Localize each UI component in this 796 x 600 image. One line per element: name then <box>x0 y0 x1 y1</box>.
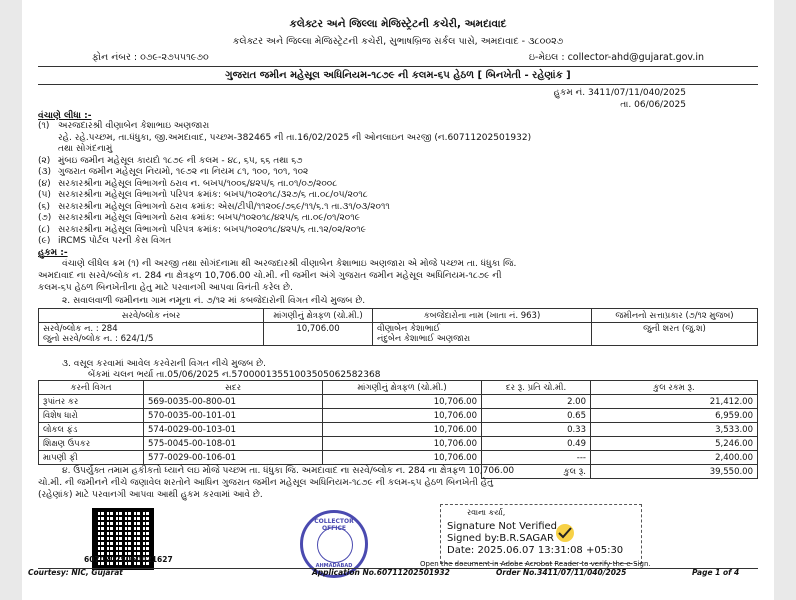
tax-cell: 3,533.00 <box>591 423 758 437</box>
read-item-text: સરકારશ્રીના મહેસૂલ વિભાગનો ઠરાવ ન. બખપ/૧૦૦૬/૪૨૫/૬ તા.૦૧/૦૭/૨૦૦૮ <box>58 178 338 189</box>
tax-cell: 21,412.00 <box>591 395 758 409</box>
para4-line1: ૪. ઉપર્યુક્ત તમામ હકીકતો ધ્યાને લઇ મોજે પચ્છમ તા. ધંધુકા જિ. અમદાવાદ ના સરવે/બ્લોક ન. 284 ના ક્ષેત્રફળ 10,706.00 <box>62 466 515 476</box>
warning-check-icon <box>553 521 577 545</box>
col-area: માંગણીનું ક્ષેત્રફળ (ચો.મી.) <box>323 381 482 395</box>
collector-office-seal: COLLECTOR OFFICE AHMADABAD <box>300 510 368 578</box>
tax-cell: 0.33 <box>482 423 591 437</box>
owner-name: નંદુબેન કેશાભાઈ અણજારા <box>377 334 471 344</box>
tax-cell: 10,706.00 <box>323 451 482 465</box>
read-item-number: (૧) <box>38 121 50 131</box>
total-label: કુલ રૂ. <box>482 465 591 479</box>
signed-by: Signed by:B.R.SAGAR <box>447 533 554 544</box>
tax-cell: 10,706.00 <box>323 423 482 437</box>
tax-cell: 10,706.00 <box>323 409 482 423</box>
signature-date: Date: 2025.06.07 13:31:08 +05:30 <box>447 545 624 556</box>
footer-order: Order No.3411/07/11/040/2025 <box>496 568 627 577</box>
para2: ૨. સવાલવાળી જમીનના ગામ નમૂના નં. ૭/૧૨ માં કબજેદારોની વિગત નીચે મુજબ છે. <box>62 296 366 306</box>
old-survey-number: જુનો સરવે/બ્લોક ન. : 624/1/5 <box>43 334 154 344</box>
tax-cell: 569-0035-00-800-01 <box>144 395 323 409</box>
read-item-text: સરકારશ્રીના મહેસૂલ વિભાગનો પરિપત્ર ક્રમાંક: બખપ/૧૦૨૦૧૮/૪૨૫/૬ તા.૧૨/૦૨/૨૦૧૯ <box>58 224 366 235</box>
tax-cell: 570-0035-00-101-01 <box>144 409 323 423</box>
footer-application: Application No.60711202501932 <box>312 568 450 577</box>
para1-line3: કલમ-૬૫ હેઠળ બિનખેતીના હેતુ માટે પરવાનગી આપવા વિનંતી કરેલ છે. <box>38 283 293 293</box>
total-amount: 39,550.00 <box>591 465 758 479</box>
tenure-cell: જુની શરત (જુ.શ) <box>592 323 758 346</box>
table-row <box>39 323 758 346</box>
tax-cell: 577-0029-00-106-01 <box>144 451 323 465</box>
email-address: ઇ-મેઇલ : collector-ahd@gujarat.gov.in <box>528 52 704 63</box>
sent-label: રવાના કર્યા, <box>467 508 506 517</box>
header-divider <box>38 66 758 67</box>
para3: ૩. વસૂલ કરવામાં આવેલ કરવેરાની વિગત નીચે મુજબ છે. <box>62 359 267 369</box>
tax-cell: 5,246.00 <box>591 437 758 451</box>
tax-cell: 574-0029-00-103-01 <box>144 423 323 437</box>
signature-status: Signature Not Verified <box>447 521 558 532</box>
read-item-text: અરજદારશ્રી વીણાબેન કેશાભાઇ અણજારા <box>58 121 210 131</box>
read-item-number: (૬) <box>38 201 51 212</box>
tax-cell: 0.65 <box>482 409 591 423</box>
tax-cell: શિક્ષણ ઉપકર <box>39 437 144 451</box>
para4-line3: (રહેણાંક) માટે પરવાનગી આપવા આથી હુકમ કરવામાં આવે છે. <box>38 490 263 500</box>
tax-cell: 2,400.00 <box>591 451 758 465</box>
table-row <box>39 437 758 451</box>
read-item-number: (૭) <box>38 213 52 223</box>
land-table <box>38 308 758 346</box>
office-title: કલેક્ટર અને જિલ્લા મેજિસ્ટ્રેટની કચેરી, અમદાવાદ <box>289 18 507 30</box>
signature-box <box>440 504 642 564</box>
col-amount: કુલ રકમ રૂ. <box>591 381 758 395</box>
read-item-text: તથા સોગંદનામું <box>58 144 113 154</box>
para1-line2: અમદાવાદ ના સરવે/બ્લોક ન. 284 ના ક્ષેત્રફળ 10,706.00 ચો.મી. ની જમીન અંગે ગુજરાત જમીન મહેસૂલ અધિનિયમ-૧૮૭૯ ની <box>38 271 502 281</box>
footer-courtesy: Courtesy: NIC, Gujarat <box>28 568 123 577</box>
tax-cell: 6,959.00 <box>591 409 758 423</box>
read-item-text: સરકારશ્રીના મહેસૂલ વિભાગનો પરિપત્ર ક્રમાંક: બખપ/૧૦૨૦૧૮/૩૨૭/૬ તા.૦૮/૦૫/૨૦૧૮ <box>58 190 368 200</box>
owner-name: વીણાબેન કેશાભાઈ <box>377 324 441 334</box>
read-item-number: (૨) <box>38 155 51 166</box>
table-header-row <box>39 381 758 395</box>
owners-cell <box>373 323 592 346</box>
tax-cell: 0.49 <box>482 437 591 451</box>
tax-cell: માપણી ફી <box>39 451 144 465</box>
tax-cell: વિશેષ ધારો <box>39 409 144 423</box>
read-item-text: સરકારશ્રીના મહેસૂલ વિભાગનો ઠરાવ ક્રમાંક: એસ/ટીપી/૧૧૨૦૯/૭૬૯/૧૧/૬.૧ તા.૩૧/૦૩/૨૦૧૧ <box>58 201 390 212</box>
document-page <box>22 0 774 600</box>
phone-number: ફોન નંબર : ૦૭૯-૨૭૫૫૧૯૭૦ <box>92 52 209 63</box>
read-item-number: (૩) <box>38 167 52 177</box>
survey-cell <box>39 323 264 346</box>
tax-cell: 10,706.00 <box>323 437 482 451</box>
read-item-text: મુંબઇ જમીન મહેસૂલ કાયદો ૧૮૭૯ ની કલમ - ૪૮, ૬૫, ૬૬ તથા ૬૭ <box>58 155 303 166</box>
contact-line <box>92 52 704 63</box>
col-area: માંગણીનું ક્ષેત્રફળ (ચો.મી.) <box>264 309 373 323</box>
table-row <box>39 423 758 437</box>
tax-cell: 2.00 <box>482 395 591 409</box>
order-title: ગુજરાત જમીન મહેસૂલ અધિનિયમ-૧૮૭૯ ની કલમ-૬૫ હેઠળ [ બિનખેતી - રહેણાંક ] <box>225 70 571 81</box>
title-divider <box>38 84 758 85</box>
order-date: તા. 06/06/2025 <box>620 100 686 110</box>
read-item-text: રહે. રહે.પચ્છમ, તા.ધંધુકા, જી.અમદાવાદ, પચ્છમ-382465 ની તા.16/02/2025 ની ઓનલાઇન અરજી (ન.60711202501932) <box>58 132 532 143</box>
tax-cell: --- <box>482 451 591 465</box>
read-item-number: (૯) <box>38 236 51 246</box>
table-row <box>39 451 758 465</box>
read-item-text: સરકારશ્રીના મહેસૂલ વિભાગનો ઠરાવ ક્રમાંક: બખપ/૧૦૨૦૧૮/૪૨૫/૬ તા.૦૯/૦૧/૨૦૧૯ <box>58 213 360 223</box>
challan-line: બેંકમાં ચલન ભર્યા તા.05/06/2025 ન.5700001355100350506258236​8 <box>88 370 381 380</box>
col-rate: દર રૂ. પ્રતિ ચો.મી. <box>482 381 591 395</box>
survey-number: સરવે/બ્લોક ન. : 284 <box>43 324 118 334</box>
table-header-row <box>39 309 758 323</box>
col-owners: કબજેદારોના નામ (ખાતા નં. 963) <box>373 309 592 323</box>
office-address: કલેક્ટર અને જિલ્લા મેજિસ્ટ્રેટની કચેરી, સુભાષબ્રિજ સર્કલ પાસે, અમદાવાદ - ૩૮૦૦૨૭ <box>232 36 564 47</box>
col-tenure: જમીનનો સત્તાપ્રકાર (૭/૧૨ મુજબ) <box>592 309 758 323</box>
order-heading: હુકમ :- <box>38 248 68 258</box>
read-heading: વંચાણે લીધા :- <box>38 111 92 121</box>
table-row <box>39 409 758 423</box>
col-survey: સરવે/બ્લોક નંબર <box>39 309 264 323</box>
read-item-text: iRCMS પોર્ટલ પરની કેસ વિગત <box>58 236 172 246</box>
tax-cell: 10,706.00 <box>323 395 482 409</box>
para1-line1: વંચાણે લીધેલ ક્રમ (૧) ની અરજી તથા સોગંદનામા થી અરજદારશ્રી વીણાબેન કેશાભાઇ અણજારા એ મોજે પચ્છમ તા. ધંધુકા જિ. <box>62 259 517 269</box>
col-tax: કરની વિગત <box>39 381 144 395</box>
order-number: હુકમ નં. 3411/07/11/040/2025 <box>553 88 686 98</box>
tax-cell: લોકલ ફંડ <box>39 423 144 437</box>
read-item-text: ગુજરાત જમીન મહેસૂલ નિયમો, ૧૯૭૨ ના નિયમ ૮૧, ૧૦૦, ૧૦૧, ૧૦૨ <box>58 167 309 177</box>
qr-code-number: 607020250600​21627 <box>84 555 173 564</box>
read-item-number: (૫) <box>38 190 51 200</box>
tax-table <box>38 380 758 479</box>
read-item-number: (૮) <box>38 224 50 235</box>
area-cell: 10,706.00 <box>264 323 373 346</box>
footer-page: Page 1 of 4 <box>692 568 740 577</box>
table-row <box>39 395 758 409</box>
read-item-number: (૪) <box>38 178 51 189</box>
verify-note: Open the document in Adobe Acrobat Reader to verify the e-Sign. <box>420 560 651 568</box>
col-head: સદર <box>144 381 323 395</box>
para4-line2: ચો.મી. ની જમીનને નીચે જણાવેલ શરતોને આધિન ગુજરાત જમીન મહેસૂલ અધિનિયમ-૧૮૭૯ ની કલમ-૬૫ હેઠળ બિનખેતી હેતુ <box>38 478 494 488</box>
tax-cell: રૂપાંતર કર <box>39 395 144 409</box>
tax-cell: 575-0045-00-108-01 <box>144 437 323 451</box>
